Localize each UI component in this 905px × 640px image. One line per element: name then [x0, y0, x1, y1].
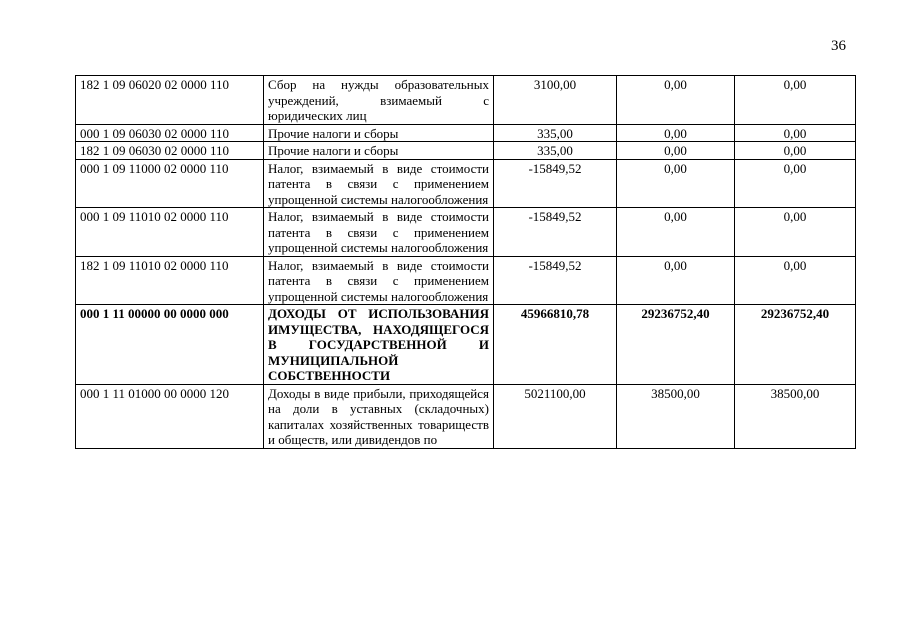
- amount-cell-3: 0,00: [735, 124, 856, 142]
- budget-code-cell: 000 1 11 00000 00 0000 000: [76, 305, 264, 385]
- amount-cell-2: 0,00: [617, 256, 735, 305]
- budget-code-cell: 000 1 11 01000 00 0000 120: [76, 384, 264, 448]
- budget-code-cell: 182 1 09 06020 02 0000 110: [76, 76, 264, 125]
- amount-cell-2: 29236752,40: [617, 305, 735, 385]
- amount-cell-1: -15849,52: [494, 256, 617, 305]
- table-row: [76, 208, 856, 257]
- budget-code-cell: 182 1 09 06030 02 0000 110: [76, 142, 264, 160]
- amount-cell-3: 0,00: [735, 159, 856, 208]
- amount-cell-3: 38500,00: [735, 384, 856, 448]
- amount-cell-1: 335,00: [494, 142, 617, 160]
- page-number: 36: [831, 38, 846, 54]
- table-row: [76, 76, 856, 125]
- item-name-cell: Налог, взимаемый в виде стоимости патента в связи с применением упрощенной системы налогообложения: [264, 159, 494, 208]
- revenue-table: [75, 75, 856, 449]
- budget-code-cell: 000 1 09 06030 02 0000 110: [76, 124, 264, 142]
- budget-code-cell: 000 1 09 11000 02 0000 110: [76, 159, 264, 208]
- amount-cell-3: 0,00: [735, 208, 856, 257]
- amount-cell-2: 38500,00: [617, 384, 735, 448]
- amount-cell-1: -15849,52: [494, 208, 617, 257]
- amount-cell-1: -15849,52: [494, 159, 617, 208]
- amount-cell-3: 29236752,40: [735, 305, 856, 385]
- amount-cell-3: 0,00: [735, 76, 856, 125]
- table-row: [76, 142, 856, 160]
- amount-cell-3: 0,00: [735, 142, 856, 160]
- amount-cell-1: 45966810,78: [494, 305, 617, 385]
- amount-cell-3: 0,00: [735, 256, 856, 305]
- table-row: [76, 305, 856, 385]
- amount-cell-2: 0,00: [617, 76, 735, 125]
- table-row: [76, 256, 856, 305]
- amount-cell-1: 3100,00: [494, 76, 617, 125]
- budget-code-cell: 182 1 09 11010 02 0000 110: [76, 256, 264, 305]
- table-row: [76, 124, 856, 142]
- item-name-cell: Прочие налоги и сборы: [264, 124, 494, 142]
- amount-cell-2: 0,00: [617, 142, 735, 160]
- item-name-cell: Сбор на нужды образовательных учреждений, взимаемый с юридических лиц: [264, 76, 494, 125]
- item-name-cell: Доходы в виде прибыли, приходящейся на доли в уставных (складочных) капиталах хозяйственных товариществ и обществ, или дивидендов по: [264, 384, 494, 448]
- item-name-cell: Налог, взимаемый в виде стоимости патента в связи с применением упрощенной системы налогообложения: [264, 208, 494, 257]
- item-name-cell: Налог, взимаемый в виде стоимости патента в связи с применением упрощенной системы налогообложения: [264, 256, 494, 305]
- amount-cell-1: 335,00: [494, 124, 617, 142]
- table-row: [76, 384, 856, 448]
- amount-cell-1: 5021100,00: [494, 384, 617, 448]
- table-row: [76, 159, 856, 208]
- amount-cell-2: 0,00: [617, 124, 735, 142]
- amount-cell-2: 0,00: [617, 208, 735, 257]
- item-name-cell: Прочие налоги и сборы: [264, 142, 494, 160]
- budget-code-cell: 000 1 09 11010 02 0000 110: [76, 208, 264, 257]
- item-name-cell: ДОХОДЫ ОТ ИСПОЛЬЗОВАНИЯ ИМУЩЕСТВА, НАХОДЯЩЕГОСЯ В ГОСУДАРСТВЕННОЙ И МУНИЦИПАЛЬНОЙ СОБСТВЕННОСТИ: [264, 305, 494, 385]
- amount-cell-2: 0,00: [617, 159, 735, 208]
